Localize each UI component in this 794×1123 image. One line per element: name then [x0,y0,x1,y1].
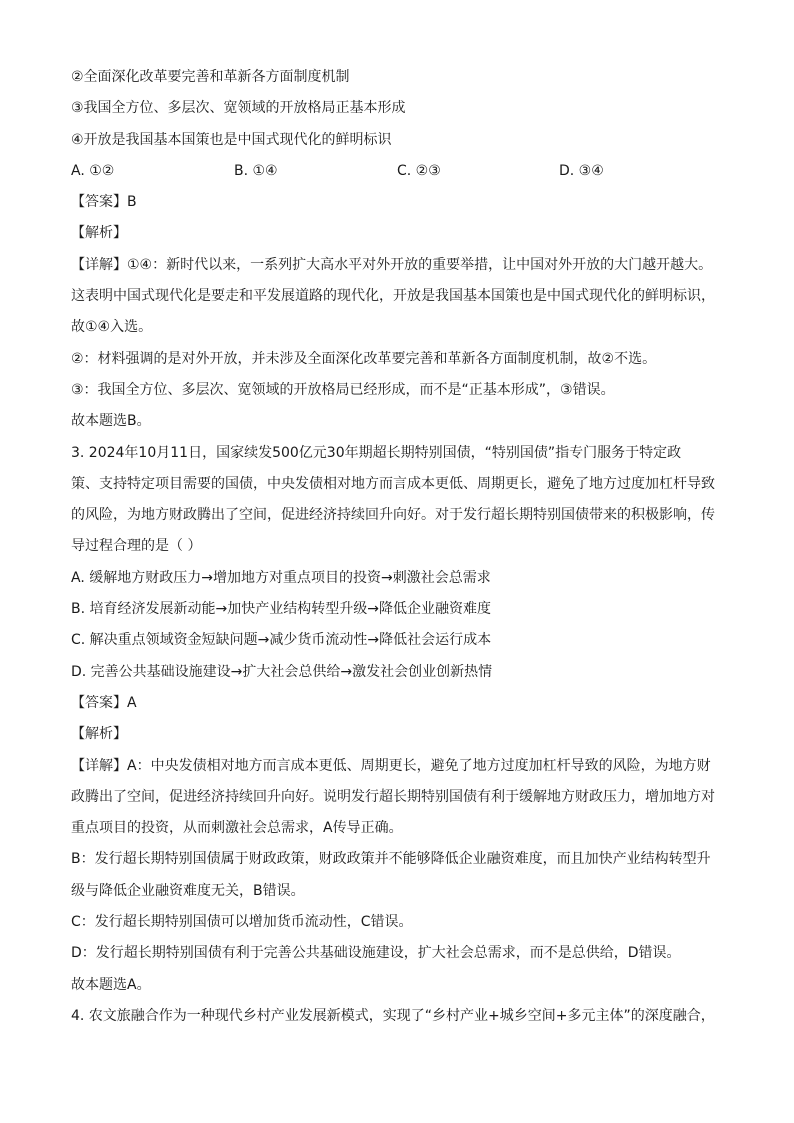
detail-text: A：中央发债相对地方而言成本更低、周期更长，避免了地方过度加杠杆导致的风险，为地方财 [127,757,711,774]
q3-option-a: A. 缓解地方财政压力→增加地方对重点项目的投资→刺激社会总需求 [71,569,491,586]
q2-option-b: B. ①④ [234,162,278,179]
q2-detail-line-2: 这表明中国式现代化是要走和平发展道路的现代化，开放是我国基本国策也是中国式现代化的鲜明标识， [71,288,715,305]
q2-option-c: C. ②③ [397,162,441,179]
q3-option-d: D. 完善公共基础设施建设→扩大社会总供给→激发社会创业创新热情 [71,663,493,680]
q2-option-a: A. ①② [71,162,115,179]
answer-value: B [127,194,137,211]
q3-detail-line-3: 重点项目的投资，从而刺激社会总需求，A传导正确。 [71,820,403,837]
q3-detail-line-6: C：发行超长期特别国债可以增加货币流动性，C错误。 [71,914,413,931]
q2-detail-line-5: ③：我国全方位、多层次、宽领域的开放格局已经形成，而不是“正基本形成”，③错误。 [71,381,615,398]
q2-conclusion: 故本题选B。 [71,413,151,430]
q3-option-b: B. 培育经济发展新动能→加快产业结构转型升级→降低企业融资难度 [71,601,491,618]
detail-tag: 【详解】 [71,757,127,774]
q3-stem-line-2: 策、支持特定项目需要的国债，中央发债相对地方而言成本更低、周期更长，避免了地方过度加杠杆导致 [71,475,715,492]
q3-detail-line-5: 级与降低企业融资难度无关，B错误。 [71,882,305,899]
statement-4: ④开放是我国基本国策也是中国式现代化的鲜明标识 [71,131,392,148]
q3-detail-line-7: D：发行超长期特别国债有利于完善公共基础设施建设，扩大社会总需求，而不是总供给，D错误。 [71,945,681,962]
q2-detail-line-3: 故①④入选。 [71,319,153,336]
q2-answer [71,187,731,218]
answer-value: A [127,694,137,711]
q3-analysis-tag: 【解析】 [71,726,127,743]
q3-conclusion: 故本题选A。 [71,976,151,993]
answer-tag: 【答案】 [71,194,127,211]
q3-stem-line-1: 3. 2024年10月11日，国家续发500亿元30年期超长期特别国债，“特别国债”指专门服务于特定政 [71,444,682,461]
q3-detail-line-2: 政腾出了空间，促进经济持续回升向好。说明发行超长期特别国债有利于缓解地方财政压力，增加地方对 [71,788,715,805]
detail-text: ①④：新时代以来，一系列扩大高水平对外开放的重要举措，让中国对外开放的大门越开越大。 [127,256,713,273]
q2-analysis-tag: 【解析】 [71,225,127,242]
q3-detail-line-1 [71,751,731,782]
q2-options [71,156,731,187]
q4-stem-line-1: 4. 农文旅融合作为一种现代乡村产业发展新模式，实现了“乡村产业+城乡空间+多元主体”的深度融合， [71,1007,715,1024]
statement-3: ③我国全方位、多层次、宽领域的开放格局正基本形成 [71,100,406,117]
q2-option-d: D. ③④ [559,162,604,179]
document-page [71,62,731,1032]
detail-tag: 【详解】 [71,256,127,273]
q2-detail-line-4: ②：材料强调的是对外开放，并未涉及全面深化改革要完善和革新各方面制度机制，故②不选。 [71,350,657,367]
q3-answer [71,688,731,719]
q3-option-c: C. 解决重点领域资金短缺问题→减少货币流动性→降低社会运行成本 [71,632,492,649]
q3-detail-line-4: B：发行超长期特别国债属于财政政策，财政政策并不能够降低企业融资难度，而且加快产业结构转型升 [71,851,711,868]
q3-stem-line-3: 的风险，为地方财政腾出了空间，促进经济持续回升向好。对于发行超长期特别国债带来的积极影响，传 [71,507,715,524]
statement-2: ②全面深化改革要完善和革新各方面制度机制 [71,69,350,85]
q3-stem-line-4: 导过程合理的是（ ） [71,538,202,555]
answer-tag: 【答案】 [71,694,127,711]
q2-detail-line-1 [71,250,731,281]
